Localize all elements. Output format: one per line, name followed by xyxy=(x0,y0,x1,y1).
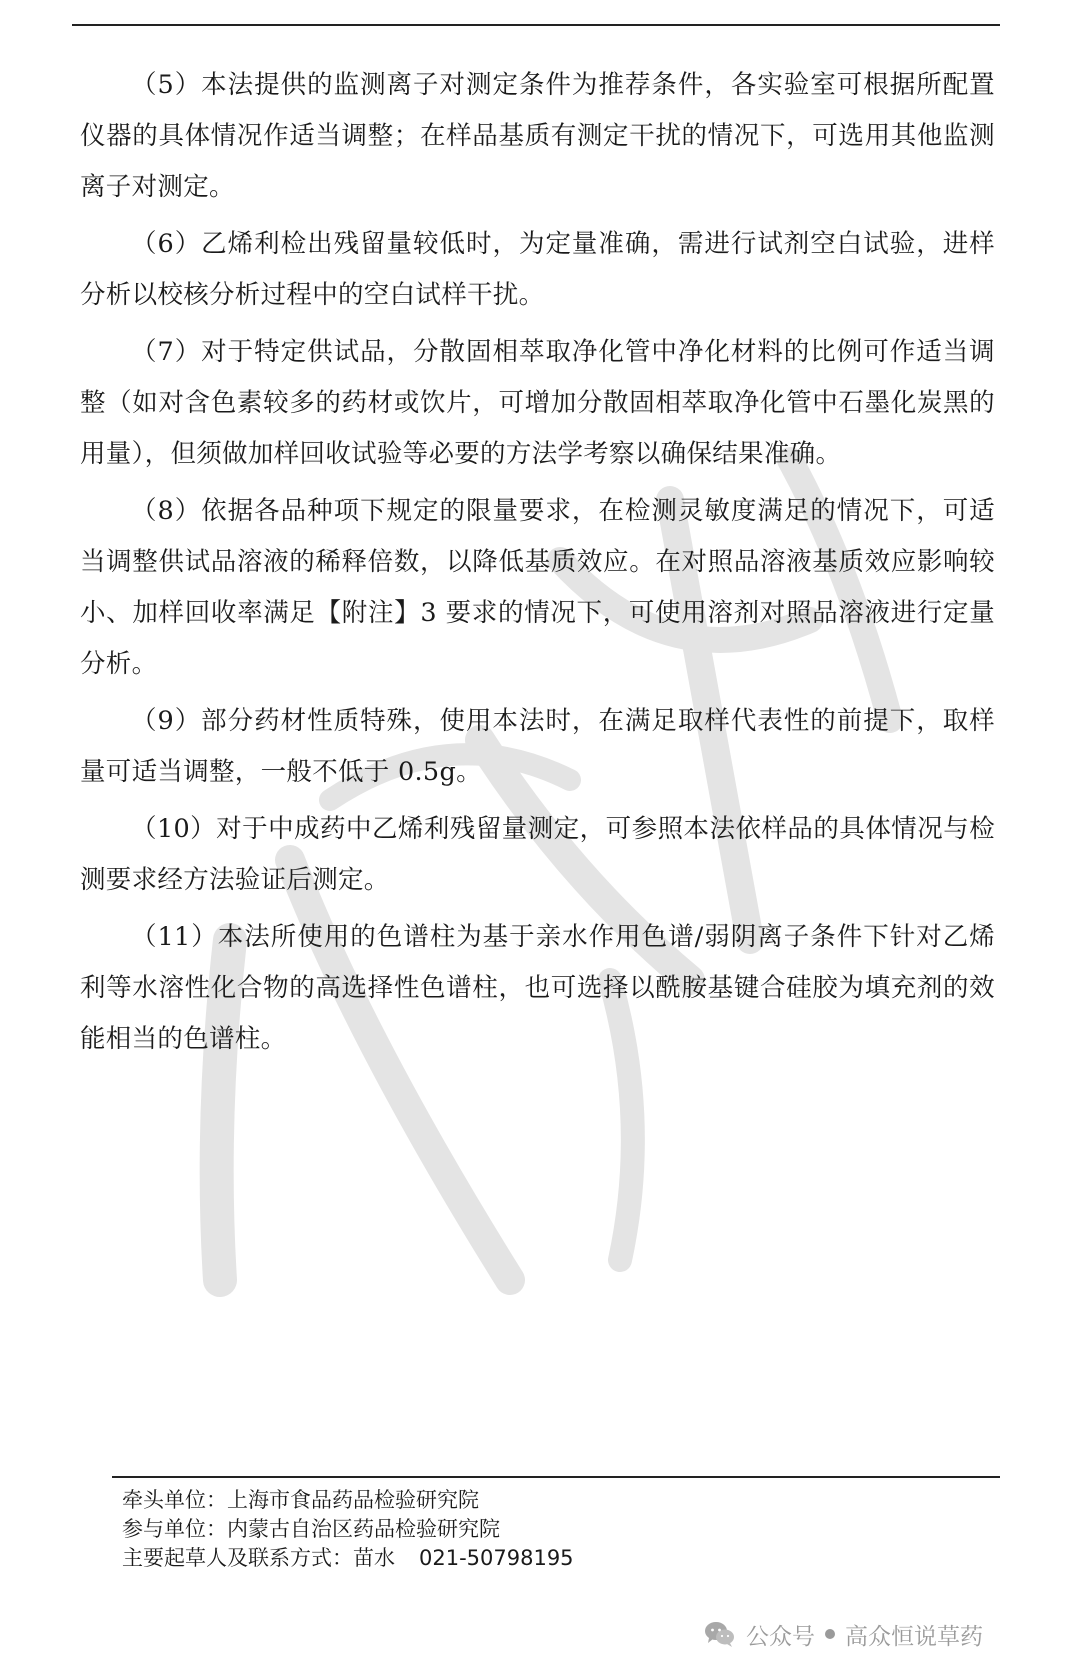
separator-dot xyxy=(825,1629,835,1639)
wechat-account-name: 高众恒说草药 xyxy=(845,1623,983,1650)
document-body xyxy=(80,60,995,1071)
note-paragraph-5: （5）本法提供的监测离子对测定条件为推荐条件，各实验室可根据所配置仪器的具体情况作适当调整；在样品基质有测定干扰的情况下，可选用其他监测离子对测定。 xyxy=(80,70,995,202)
participating-unit: 参与单位：内蒙古自治区药品检验研究院 xyxy=(122,1517,500,1541)
note-paragraph-6: （6）乙烯利检出残留量较低时，为定量准确，需进行试剂空白试验，进样分析以校核分析过程中的空白试样干扰。 xyxy=(80,229,995,310)
document-footer xyxy=(122,1486,574,1573)
drafter-contact xyxy=(122,1544,574,1573)
header-rule xyxy=(72,24,1000,26)
note-paragraph-7: （7）对于特定供试品，分散固相萃取净化管中净化材料的比例可作适当调整（如对含色素较多的药材或饮片，可增加分散固相萃取净化管中石墨化炭黑的用量），但须做加样回收试验等必要的方法学考察以确保结果准确。 xyxy=(80,337,995,469)
note-paragraph-8: （8）依据各品种项下规定的限量要求，在检测灵敏度满足的情况下，可适当调整供试品溶液的稀释倍数，以降低基质效应。在对照品溶液基质效应影响较小、加样回收率满足【附注】3 要求的情况下，可使用溶剂对照品溶液进行定量分析。 xyxy=(80,496,995,679)
note-paragraph-10: （10）对于中成药中乙烯利残留量测定，可参照本法依样品的具体情况与检测要求经方法验证后测定。 xyxy=(80,814,995,895)
footer-rule xyxy=(112,1476,1000,1478)
note-paragraph-11: （11）本法所使用的色谱柱为基于亲水作用色谱/弱阴离子条件下针对乙烯利等水溶性化合物的高选择性色谱柱，也可选择以酰胺基键合硅胶为填充剂的效能相当的色谱柱。 xyxy=(80,922,995,1054)
drafter-label: 主要起草人及联系方式：苗水 xyxy=(122,1546,395,1570)
lead-unit: 牵头单位：上海市食品药品检验研究院 xyxy=(122,1488,479,1512)
wechat-prefix: 公众号 xyxy=(746,1623,815,1650)
note-paragraph-9: （9）部分药材性质特殊，使用本法时，在满足取样代表性的前提下，取样量可适当调整，一般不低于 0.5g。 xyxy=(80,706,995,787)
drafter-phone: 021-50798195 xyxy=(419,1546,574,1570)
wechat-icon xyxy=(704,1620,736,1648)
wechat-account-tag[interactable] xyxy=(704,1616,983,1652)
